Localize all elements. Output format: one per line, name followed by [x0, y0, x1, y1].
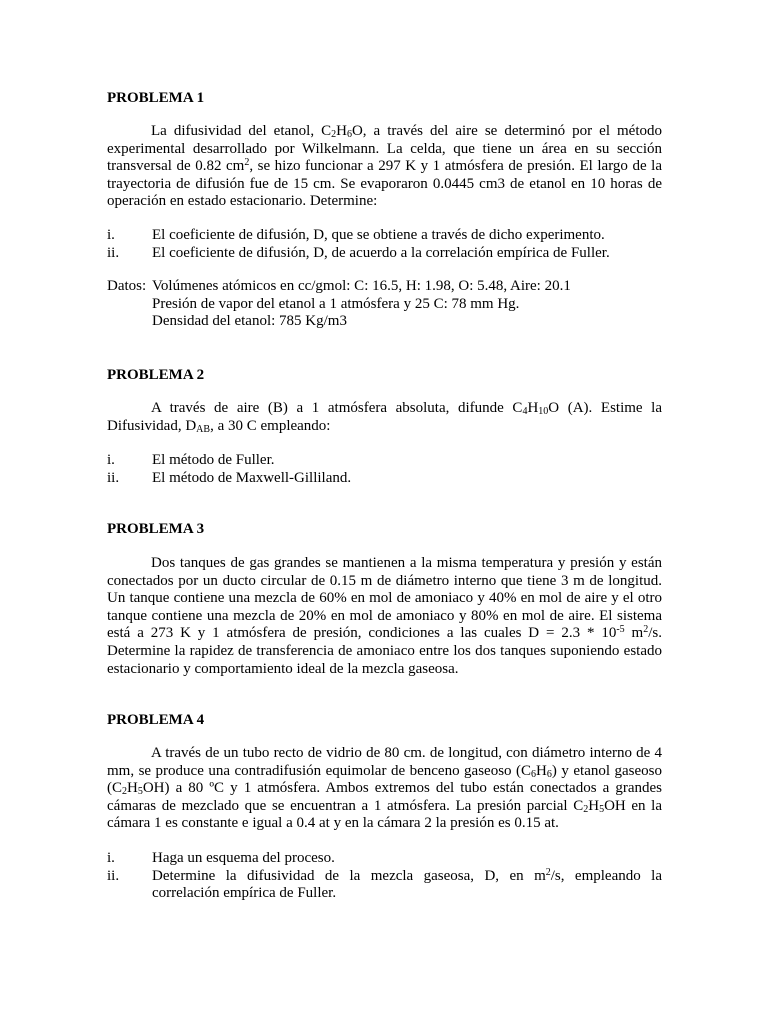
item-text: Haga un esquema del proceso.: [152, 850, 335, 866]
item-number: ii.: [107, 867, 120, 884]
item-number: i.: [107, 452, 115, 468]
problem-3-line-7: estacionario y comportamiento ideal de la mezcla gaseosa.: [107, 660, 459, 677]
item-number: i.: [107, 227, 115, 243]
problem-1-line-4: trayectoria de difusión fue de 15 cm. Se evaporaron 0.0445 cm3 de etanol en 10 horas de: [107, 175, 662, 192]
problem-3-line-5: está a 273 K y 1 atmósfera de presión, condiciones a las cuales $D = 2.3 * 10^{-5}$ $m^2/s$.: [107, 624, 662, 642]
list-item: [107, 868, 662, 903]
list-item: [107, 245, 662, 263]
list-item: [107, 850, 662, 868]
problem-1-paragraph: [107, 123, 662, 211]
problem-1-datos: [107, 278, 667, 331]
problem-1-line-3: transversal de 0.82 $cm^2$, se hizo funcionar a 297 K y 1 atmósfera de presión. El largo de la: [107, 157, 662, 175]
problem-3-line-2: conectados por un ducto circular de 0.15 m de diámetro interno que tiene 3 m de longitud.: [107, 572, 662, 589]
item-text: El método de Fuller.: [152, 452, 275, 468]
item-line-1: Determine la difusividad de la mezcla gaseosa, D, en $m^2/s$, empleando la: [152, 866, 662, 884]
problem-2-list: [107, 452, 662, 487]
problem-2-paragraph: [107, 400, 662, 435]
item-text: El coeficiente de difusión, D, que se obtiene a través de dicho experimento.: [152, 227, 605, 243]
list-item: [107, 227, 662, 245]
datos-line-2: Presión de vapor del etanol a 1 atmósfera y 25 C: 78 mm Hg.: [152, 295, 520, 312]
problem-3-line-3: Un tanque contiene una mezcla de 60% en mol de amoniaco y 40% en mol de aire y el otro: [107, 590, 662, 607]
item-text: El coeficiente de difusión, D, de acuerdo a la correlación empírica de Fuller.: [152, 244, 610, 261]
item-text: El método de Maxwell-Gilliland.: [152, 469, 352, 486]
problem-4-title: PROBLEMA 4: [107, 712, 205, 728]
problem-3-title: PROBLEMA 3: [107, 521, 205, 537]
problem-1-line-5: operación en estado estacionario. Determine:: [107, 193, 378, 210]
problem-1-line-2: experimental desarrollado por Wilkelmann. La celda, que tiene un área en su sección: [107, 140, 662, 157]
problem-2-line-2: Difusividad, $D_{AB}$, a 30 C empleando:: [107, 417, 331, 435]
item-text: [152, 868, 662, 903]
problem-1-line-1: La difusividad del etanol, $C_2H_6O$, a través del aire se determinó por el método: [151, 123, 663, 140]
datos-label: Datos:: [107, 278, 147, 294]
item-number: ii.: [107, 244, 120, 261]
datos-line-1: Volúmenes atómicos en cc/gmol: C: 16.5, H: 1.98, O: 5.48, Aire: 20.1: [152, 278, 571, 294]
problem-1-list: [107, 227, 662, 262]
problem-4-list: [107, 850, 662, 903]
problem-4-line-2: mm, se produce una contradifusión equimolar de benceno gaseoso $(C_6H_6)$ y etanol gaseoso: [107, 762, 662, 780]
problem-4-paragraph: [107, 745, 662, 833]
problem-3-line-6: Determine la rapidez de transferencia de amoniaco entre los dos tanques suponiendo estado: [107, 642, 662, 659]
problem-2-line-1: A través de aire (B) a 1 atmósfera absoluta, difunde $C_4H_{10}O$ (A). Estime la: [151, 400, 663, 417]
problem-3-line-4: tanque contiene una mezcla de 20% en mol de amoniaco y 80% en mol de aire. El sistema: [107, 607, 662, 624]
list-item: [107, 470, 662, 488]
item-number: ii.: [107, 469, 120, 486]
datos-line-3: Densidad del etanol: 785 Kg/m3: [152, 313, 347, 330]
problem-4-line-1: A través de un tubo recto de vidrio de 80 cm. de longitud, con diámetro interno de 4: [151, 745, 662, 761]
problem-4-line-5: cámara 1 es constante e igual a 0.4 at y en la cámara 2 la presión es 0.15 at.: [107, 815, 559, 832]
problem-3-line-1: Dos tanques de gas grandes se mantienen a la misma temperatura y presión y están: [151, 555, 662, 571]
problem-4-line-4: cámaras de mezclado que se encuentran a 1 atmósfera. La presión parcial $C_2H_5OH$ en la: [107, 797, 662, 815]
item-line-2: correlación empírica de Fuller.: [152, 885, 337, 902]
list-item: [107, 452, 662, 470]
problem-2-title: PROBLEMA 2: [107, 367, 205, 383]
item-number: i.: [107, 850, 115, 866]
problem-1-title: PROBLEMA 1: [107, 90, 205, 106]
problem-4-line-3: $(C_2H_5OH)$ a 80 ºC y 1 atmósfera. Ambos extremos del tubo están conectados a grandes: [107, 780, 662, 798]
problem-3-paragraph: [107, 555, 662, 678]
